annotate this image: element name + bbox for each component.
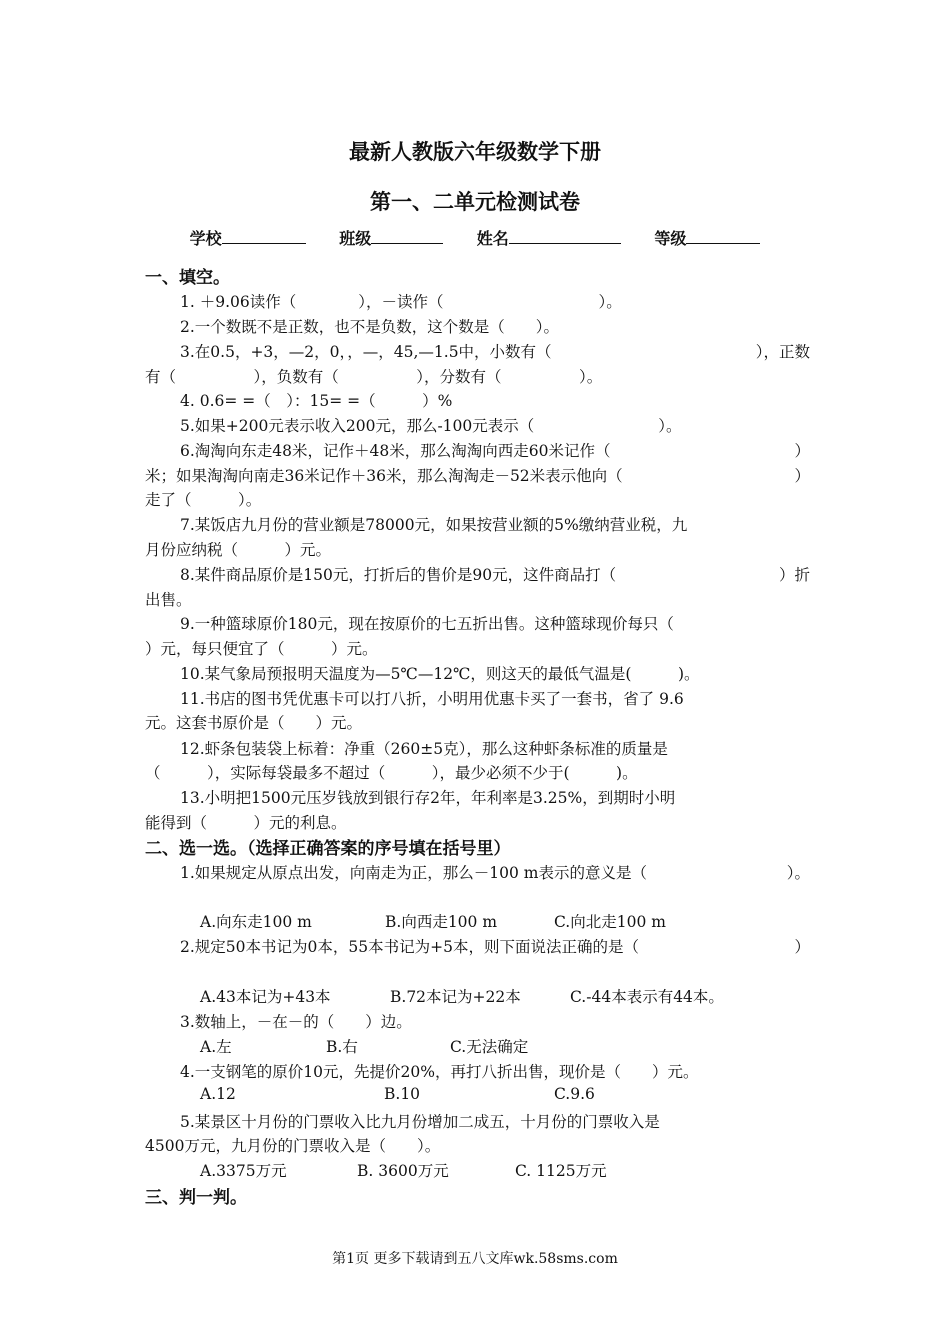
question-text: ）折 xyxy=(778,566,810,584)
question-text: ） xyxy=(794,938,810,956)
question-text: ） xyxy=(794,467,810,485)
question-line: 4.一支钢笔的原价10元，先提价20%，再打八折出售，现价是（ ）元。 xyxy=(180,1063,699,1081)
option-c[interactable]: C.无法确定 xyxy=(450,1038,529,1056)
question-line: 7.某饭店九月份的营业额是78000元，如果按营业额的5%缴纳营业税，九 xyxy=(180,516,688,534)
question-text: ），正数 xyxy=(755,343,810,361)
section-heading: 二、选一选。（选择正确答案的序号填在括号里） xyxy=(145,839,511,859)
question-line xyxy=(145,464,810,486)
question-text: ） xyxy=(794,442,810,460)
question-line xyxy=(145,340,810,362)
option-a[interactable]: A.43本记为+43本 xyxy=(200,988,331,1006)
page-subtitle: 第一、二单元检测试卷 xyxy=(370,190,580,214)
question-text: 2.规定50本书记为0本，55本书记为+5本，则下面说法正确的是（ xyxy=(180,938,639,956)
question-line xyxy=(145,563,810,585)
option-a[interactable]: A.向东走100 m xyxy=(200,913,312,931)
question-line: 能得到（ ）元的利息。 xyxy=(145,814,347,832)
section-heading: 三、判一判。 xyxy=(145,1188,247,1208)
question-line xyxy=(145,935,810,957)
name-blank[interactable] xyxy=(509,227,621,244)
question-line: 走了（ ）。 xyxy=(145,491,262,509)
question-line: 3.数轴上，－在－的（ ）边。 xyxy=(180,1013,412,1031)
page-title: 最新人教版六年级数学下册 xyxy=(349,140,601,164)
question-text: 1.如果规定从原点出发，向南走为正，那么－100 m表示的意义是（ xyxy=(180,864,648,882)
question-line: 4500万元，九月份的门票收入是（ ）。 xyxy=(145,1137,441,1155)
question-text: 米；如果淘淘向南走36米记作＋36米，那么淘淘走－52米表示他向（ xyxy=(145,467,623,485)
question-line: 5.如果+200元表示收入200元，那么-100元表示（ ）。 xyxy=(180,417,682,435)
question-line: 2.一个数既不是正数，也不是负数，这个数是（ ）。 xyxy=(180,318,560,336)
school-label: 学校 xyxy=(189,229,222,248)
option-b[interactable]: B.10 xyxy=(384,1085,421,1103)
option-a[interactable]: A.12 xyxy=(200,1085,236,1103)
question-line: 4. 0.6= =（ ）：15= =（ ）% xyxy=(180,392,453,410)
option-a[interactable]: A.左 xyxy=(200,1038,232,1056)
question-line xyxy=(145,861,810,883)
page-footer: 第1页 更多下载请到五八文库wk.58sms.com xyxy=(332,1251,618,1267)
option-b[interactable]: B.72本记为+22本 xyxy=(390,988,521,1006)
student-info-row xyxy=(0,226,950,249)
question-text: 8.某件商品原价是150元，打折后的售价是90元，这件商品打（ xyxy=(180,566,617,584)
question-line: 出售。 xyxy=(145,591,192,609)
question-text: 6.淘淘向东走48米，记作＋48米，那么淘淘向西走60米记作（ xyxy=(180,442,611,460)
option-c[interactable]: C. 1125万元 xyxy=(515,1162,607,1180)
question-text: 3.在0.5，+3，—2，0，，—，45,—1.5中，小数有（ xyxy=(180,343,552,361)
question-line: 月份应纳税（ ）元。 xyxy=(145,541,332,559)
question-line: ）元，每只便宜了（ ）元。 xyxy=(145,640,378,658)
option-c[interactable]: C.-44本表示有44本。 xyxy=(570,988,724,1006)
option-b[interactable]: B. 3600万元 xyxy=(357,1162,449,1180)
question-line: 9.一种篮球原价180元，现在按原价的七五折出售。这种篮球现价每只（ xyxy=(180,615,674,633)
school-blank[interactable] xyxy=(222,227,306,244)
question-line: 有（ ），负数有（ ），分数有（ ）。 xyxy=(145,368,603,386)
grade-label: 等级 xyxy=(654,229,687,248)
option-b[interactable]: B.右 xyxy=(326,1038,358,1056)
class-blank[interactable] xyxy=(371,227,443,244)
option-b[interactable]: B.向西走100 m xyxy=(385,913,498,931)
grade-blank[interactable] xyxy=(686,227,760,244)
question-line: 11.书店的图书凭优惠卡可以打八折，小明用优惠卡买了一套书，省了 9.6 xyxy=(180,690,684,708)
question-line: 元。这套书原价是（ ）元。 xyxy=(145,714,363,732)
option-c[interactable]: C.向北走100 m xyxy=(554,913,666,931)
question-line: 5.某景区十月份的门票收入比九月份增加二成五，十月份的门票收入是 xyxy=(180,1113,660,1131)
class-label: 班级 xyxy=(339,229,372,248)
option-c[interactable]: C.9.6 xyxy=(554,1085,595,1103)
question-text: ）。 xyxy=(786,864,810,882)
question-line: 1. ＋9.06读作（ ），－读作（ ）。 xyxy=(180,293,622,311)
name-label: 姓名 xyxy=(476,229,509,248)
question-line: 10.某气象局预报明天温度为—5℃—12℃，则这天的最低气温是( )。 xyxy=(180,665,700,683)
section-heading: 一、填空。 xyxy=(145,268,230,288)
question-line xyxy=(145,439,810,461)
option-a[interactable]: A.3375万元 xyxy=(200,1162,287,1180)
question-line: 13.小明把1500元压岁钱放到银行存2年，年利率是3.25%，到期时小明 xyxy=(180,789,676,807)
question-line: （ ），实际每袋最多不超过（ ），最少必须不少于( )。 xyxy=(145,764,638,782)
question-line: 12.虾条包装袋上标着：净重（260±5克），那么这种虾条标准的质量是 xyxy=(180,740,668,758)
